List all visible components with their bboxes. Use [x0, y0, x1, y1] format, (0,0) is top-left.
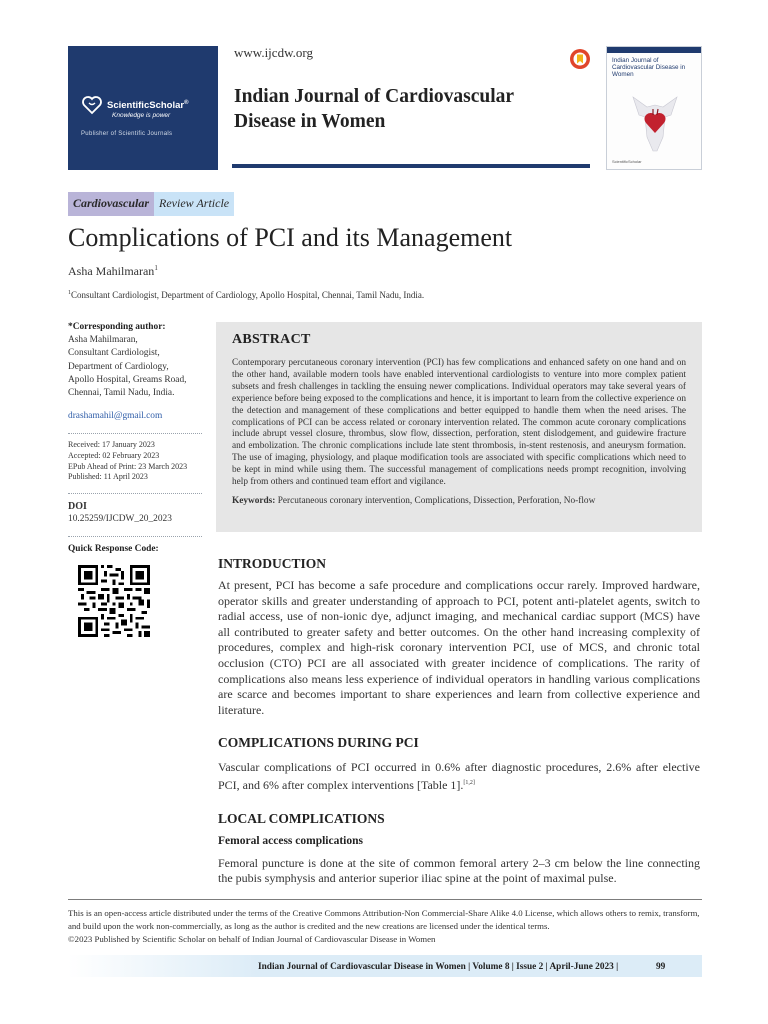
corresponding-author-line: Chennai, Tamil Nadu, India.: [68, 388, 175, 399]
license-notice: [68, 907, 702, 946]
author-affiliation: $^1$Consultant Cardiologist, Department of Cardiology, Apollo Hospital, Chennai, Tamil Nadu, India.: [68, 290, 425, 300]
cover-publisher: ScientificScholar: [612, 159, 642, 164]
author-email-link[interactable]: drashamahil@gmail.com: [68, 411, 163, 422]
qr-code-icon[interactable]: [78, 565, 150, 637]
scientificscholar-logo-icon: [81, 94, 103, 116]
publisher-tagline: Knowledge is power: [112, 112, 171, 119]
date-accepted: Accepted: 02 February 2023: [68, 451, 160, 461]
footer-divider: [68, 899, 702, 900]
abstract-box: [216, 322, 702, 532]
doi-label: DOI: [68, 500, 87, 512]
sidebar-divider: [68, 433, 202, 434]
article-title: Complications of PCI and its Management: [68, 223, 513, 252]
sidebar-divider: [68, 493, 202, 494]
date-epub: EPub Ahead of Print: 23 March 2023: [68, 461, 188, 471]
journal-url[interactable]: www.ijcdw.org: [234, 45, 313, 60]
femoral-paragraph: Femoral puncture is done at the site of common femoral artery 2–3 cm below the line connecting the pubis symphysis and anterior superior iliac spine at the point of maximal pulse.: [218, 855, 700, 886]
date-published: Published: 11 April 2023: [68, 472, 148, 482]
publisher-block: [68, 46, 218, 170]
page-number: 99: [656, 962, 666, 972]
article-category: Cardiovascular: [68, 192, 154, 216]
abstract-keywords: Keywords: Percutaneous coronary intervention, Complications, Dissection, Perforation, No-flow: [232, 495, 596, 506]
citation-reference[interactable]: [1,2]: [463, 779, 475, 786]
date-received: Received: 17 January 2023: [68, 440, 155, 450]
local-complications-heading: LOCAL COMPLICATIONS: [218, 810, 385, 826]
article-body: [218, 556, 700, 887]
corresponding-author-label: *Corresponding author:: [68, 322, 166, 332]
license-text: This is an open-access article distributed under the terms of the Creative Commons Attribution-Non Commercial-Share Alike 4.0 License, which allows others to remix, transform, and build upon the work non-commercially, as long as the author is credited and the new creations are licensed under the identical terms.: [68, 908, 700, 931]
sidebar-divider: [68, 536, 202, 537]
journal-title: Indian Journal of Cardiovascular Disease in Women: [234, 86, 514, 132]
introduction-paragraph: At present, PCI has become a safe procedure and complications occur rarely. Improved hardware, operator skills and greater understanding of approach to PCI, potent anti-platelet agents, switch to radial access, use of non-ionic dye, adjunct imaging, and mechanical cardiac support (MCS) have all contributed to greater safety and better outcomes. On the other hand increasing complexity of procedures, complex and high-risk coronary intervention PCI, use of MCS, and chronic total occlusion (CTO) PCI are all associated with greater incidence of complications. The rarity of complications also means less experience of individual operators in handling various complications are scarce and becomes important to share experiences and learn from collective experience and literature.: [218, 578, 700, 717]
article-sidebar: [68, 321, 202, 643]
qr-code-label: Quick Response Code:: [68, 544, 159, 555]
abstract-heading: ABSTRACT: [232, 332, 311, 347]
cover-title: Indian Journal of Cardiovascular Disease in Women: [612, 57, 686, 78]
corresponding-author-line: Asha Mahilmaran,: [68, 335, 138, 346]
complications-paragraph: Vascular complications of PCI occurred in 0.6% after diagnostic procedures, 2.6% after elective PCI, and 6% after complex interventions [Table 1].[1,2]: [218, 760, 700, 792]
copyright-text: ©2023 Published by Scientific Scholar on behalf of Indian Journal of Cardiovascular Disease in Women: [68, 934, 436, 944]
article-dates: [68, 440, 202, 482]
corresponding-author-line: Consultant Cardiologist,: [68, 348, 160, 359]
abstract-text: Contemporary percutaneous coronary intervention (PCI) has few complications and enhanced safety on one hand and on the other hand, available modern tools have enabled interventional cardiologists to venture into more complex patient subsets and fresh challenges in tackling the ensuing newer complications. Individual operators may take several years of experience before being exposed to the complications and hence, it is important to learn from the collective experience on the detection and management of these complications and better equipped to handle them when the need arises. The complications of PCI can be access related or coronary intervention related. The common acute coronary complications include abrupt vessel closure, thrombus, slow flow, dissection, perforation, stent dislodgement, and guidewire fracture and embolization. The chronic complications include late stent thrombosis, in-stent restenosis, and aneurysm formation. The use of imaging, physiology, and plaque modification tools are associated with specific complications which need to be kept in mind while using them. The successful management of complications needs prompt recognition, involving help from others and continued team effort and vigilance.: [232, 358, 686, 488]
publisher-name: ScientificScholar®: [107, 99, 189, 111]
article-kind: Review Article: [154, 192, 234, 216]
corresponding-author-line: Apollo Hospital, Greams Road,: [68, 374, 187, 385]
complications-heading: COMPLICATIONS DURING PCI: [218, 735, 419, 751]
author-name: Asha Mahilmaran$^1$: [68, 264, 158, 278]
corresponding-author-line: Department of Cardiology,: [68, 361, 169, 372]
footer-citation: Indian Journal of Cardiovascular Disease in Women | Volume 8 | Issue 2 | April-June 2023 |: [258, 962, 619, 972]
femoral-access-heading: Femoral access complications: [218, 834, 363, 847]
bookmark-icon[interactable]: [569, 48, 591, 70]
introduction-heading: INTRODUCTION: [218, 556, 327, 571]
cover-heart-illustration: [627, 93, 683, 153]
publisher-subtitle: Publisher of Scientific Journals: [81, 131, 173, 137]
doi-value[interactable]: 10.25259/IJCDW_20_2023: [68, 514, 172, 524]
article-type-tag: [68, 192, 234, 216]
journal-cover: [606, 46, 702, 170]
header-divider: [232, 164, 590, 168]
